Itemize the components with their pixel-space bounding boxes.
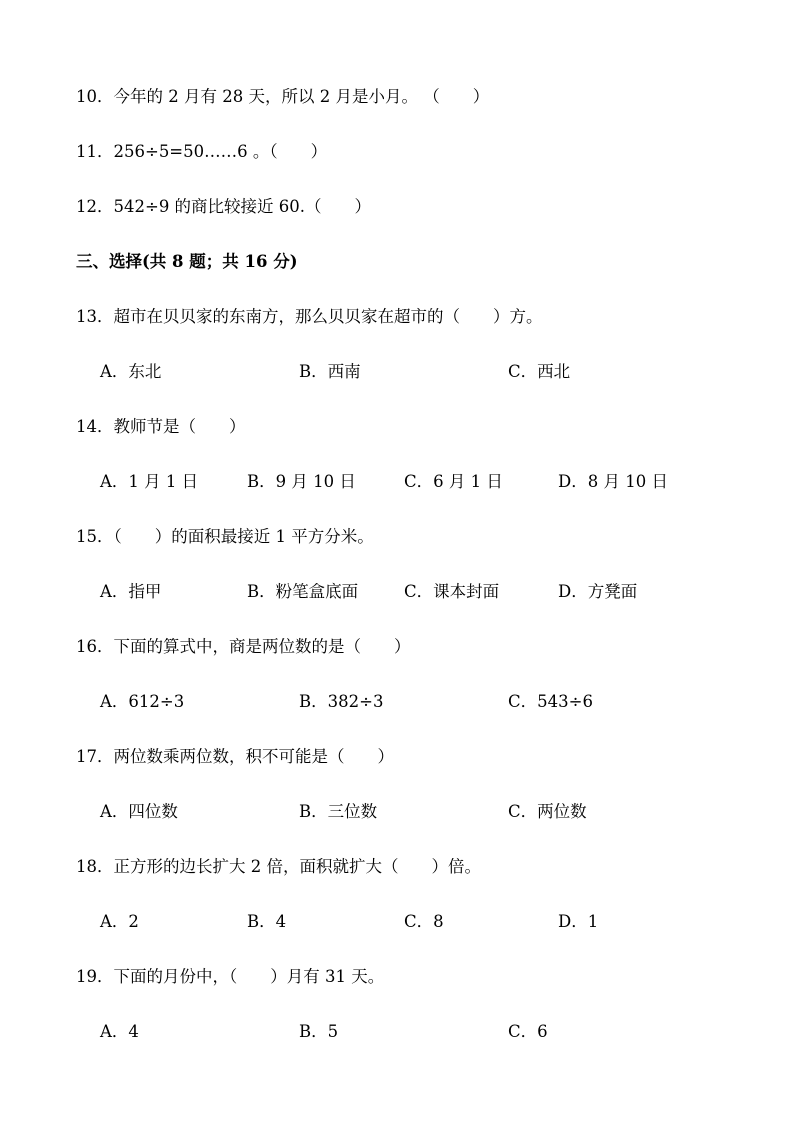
section-title: 三、选择(共 8 题；共 16 分): [76, 252, 298, 271]
question-15-option-d: D．方凳面: [558, 582, 638, 601]
question-17: 17．两位数乘两位数，积不可能是（ ）: [76, 747, 394, 766]
question-15-option-c: C．课本封面: [404, 582, 500, 601]
question-14-option-c: C．6 月 1 日: [404, 472, 503, 491]
question-16: 16．下面的算式中，商是两位数的是（ ）: [76, 637, 411, 656]
question-17-option-c: C．两位数: [508, 802, 587, 821]
question-19: 19．下面的月份中，（ ）月有 31 天。: [76, 967, 385, 986]
question-10: 10．今年的 2 月有 28 天，所以 2 月是小月。 （ ）: [76, 87, 490, 106]
question-13: 13．超市在贝贝家的东南方，那么贝贝家在超市的（ ）方。: [76, 307, 543, 326]
question-18-option-c: C．8: [404, 912, 444, 931]
question-18: 18．正方形的边长扩大 2 倍，面积就扩大（ ）倍。: [76, 857, 481, 876]
question-15-option-b: B．粉笔盒底面: [247, 582, 359, 601]
question-14-option-b: B．9 月 10 日: [247, 472, 356, 491]
question-19-option-c: C．6: [508, 1022, 548, 1041]
question-18-option-d: D．1: [558, 912, 599, 931]
question-14-option-a: A．1 月 1 日: [100, 472, 199, 491]
question-13-option-c: C．西北: [508, 362, 571, 381]
question-19-option-b: B．5: [299, 1022, 339, 1041]
question-17-option-a: A．四位数: [100, 802, 178, 821]
question-11: 11．256÷5=50……6 。（ ）: [76, 142, 328, 161]
question-13-option-b: B．西南: [299, 362, 361, 381]
question-17-option-b: B．三位数: [299, 802, 378, 821]
question-19-option-a: A．4: [100, 1022, 139, 1041]
question-15-option-a: A．指甲: [100, 582, 162, 601]
question-15: 15．（ ）的面积最接近 1 平方分米。: [76, 527, 374, 546]
question-16-option-c: C．543÷6: [508, 692, 593, 711]
question-13-option-a: A．东北: [100, 362, 162, 381]
question-16-option-b: B．382÷3: [299, 692, 384, 711]
question-14: 14．教师节是（ ）: [76, 417, 246, 436]
question-16-option-a: A．612÷3: [100, 692, 185, 711]
question-12: 12．542÷9 的商比较接近 60.（ ）: [76, 197, 372, 216]
question-14-option-d: D．8 月 10 日: [558, 472, 668, 491]
question-18-option-b: B．4: [247, 912, 287, 931]
question-18-option-a: A．2: [100, 912, 139, 931]
